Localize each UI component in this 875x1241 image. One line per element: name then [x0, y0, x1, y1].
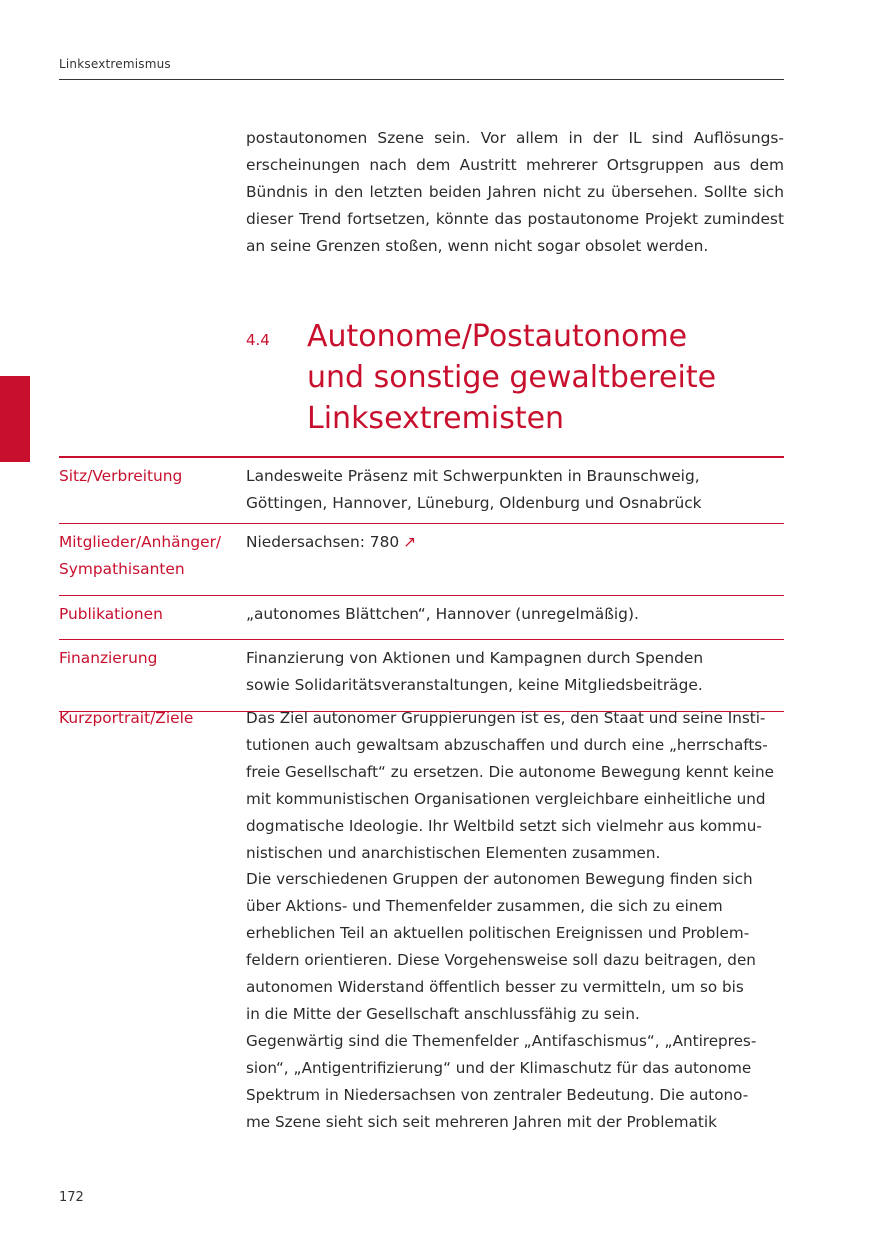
fact-value	[246, 529, 784, 556]
text-line: me Szene sieht sich seit mehreren Jahren mit der Problematik	[246, 1112, 717, 1131]
intro-line: dieser Trend fortsetzen, könnte das postautonome Projekt zumindest	[246, 210, 784, 228]
intro-line: Bündnis in den letzten beiden Jahren nicht zu übersehen. Sollte sich	[246, 183, 784, 201]
header-rule	[59, 79, 784, 80]
fact-row-kurzportrait	[59, 705, 784, 1136]
fact-value-line: Göttingen, Hannover, Lüneburg, Oldenburg und Osnabrück	[246, 494, 702, 512]
chapter-marker-tab	[0, 376, 30, 462]
fact-label	[59, 529, 221, 583]
kurzportrait-text	[246, 705, 784, 1136]
text-line: feldern orientieren. Diese Vorgehensweise soll dazu beitragen, den	[246, 951, 756, 970]
fact-label: Sitz/Verbreitung	[59, 467, 183, 485]
fact-label-line: Sympathisanten	[59, 560, 185, 578]
section-title-line: und sonstige gewaltbereite	[307, 360, 717, 395]
fact-label: Publikationen	[59, 605, 163, 623]
text-line: sion“, „Antigentrifizierung“ und der Klimaschutz für das autonome	[246, 1058, 752, 1077]
text-line: Gegenwärtig sind die Themenfelder „Antifaschismus“, „Antirepres-	[246, 1031, 757, 1050]
text-line: in die Mitte der Gesellschaft anschlussfähig zu sein.	[246, 1004, 640, 1023]
text-line: erheblichen Teil an aktuellen politischen Ereignissen und Problem-	[246, 924, 750, 943]
section-title-line: Autonome/Postautonome	[307, 319, 688, 354]
intro-line: erscheinungen nach dem Austritt mehrerer Ortsgruppen aus dem	[246, 156, 784, 174]
fact-table	[59, 458, 784, 712]
text-line: Die verschiedenen Gruppen der autonomen Bewegung finden sich	[246, 870, 753, 889]
fact-row-sitz	[59, 458, 784, 524]
text-line: Das Ziel autonomer Gruppierungen ist es, den Staat und seine Insti-	[246, 709, 766, 727]
trend-up-icon: ↗	[403, 533, 417, 551]
text-line: nistischen und anarchistischen Elementen zusammen.	[246, 843, 661, 862]
running-head: Linksextremismus	[59, 57, 171, 71]
fact-label: Kurzportrait/Ziele	[59, 709, 194, 727]
text-line: über Aktions- und Themenfelder zusammen, die sich zu einem	[246, 897, 723, 916]
fact-value-line: sowie Solidaritätsveranstaltungen, keine Mitgliedsbeiträge.	[246, 676, 703, 694]
text-line: tutionen auch gewaltsam abzuschaffen und durch eine „herrschafts-	[246, 735, 768, 754]
fact-row-publikationen	[59, 596, 784, 640]
text-line: freie Gesellschaft“ zu ersetzen. Die autonome Bewegung kennt keine	[246, 762, 775, 781]
text-line: mit kommunistischen Organisationen vergleichbare einheitliche und	[246, 789, 766, 808]
intro-line: an seine Grenzen stoßen, wenn nicht sogar obsolet werden.	[246, 237, 709, 255]
fact-label-line: Mitglieder/Anhänger/	[59, 533, 222, 551]
fact-value-line: Landesweite Präsenz mit Schwerpunkten in Braunschweig,	[246, 467, 700, 485]
section-number: 4.4	[246, 331, 270, 349]
fact-value-line: Finanzierung von Aktionen und Kampagnen durch Spenden	[246, 649, 704, 667]
text-line: dogmatische Ideologie. Ihr Weltbild setzt sich vielmehr aus kommu-	[246, 816, 762, 835]
page-number: 172	[59, 1190, 84, 1205]
text-line: autonomen Widerstand öffentlich besser zu vermitteln, um so bis	[246, 978, 744, 997]
member-count: Niedersachsen: 780	[246, 533, 400, 551]
section-title-line: Linksextremisten	[307, 401, 565, 436]
intro-paragraph	[246, 125, 784, 260]
fact-value	[246, 458, 784, 517]
intro-line: postautonomen Szene sein. Vor allem in der IL sind Auflösungs-	[246, 129, 784, 147]
section-title	[307, 316, 716, 439]
fact-row-finanzierung	[59, 640, 784, 712]
fact-label: Finanzierung	[59, 649, 158, 667]
fact-value	[246, 645, 784, 699]
fact-row-mitglieder	[59, 524, 784, 596]
text-line: Spektrum in Niedersachsen von zentraler Bedeutung. Die autono-	[246, 1085, 749, 1104]
fact-value: „autonomes Blättchen“, Hannover (unregelmäßig).	[246, 605, 639, 623]
